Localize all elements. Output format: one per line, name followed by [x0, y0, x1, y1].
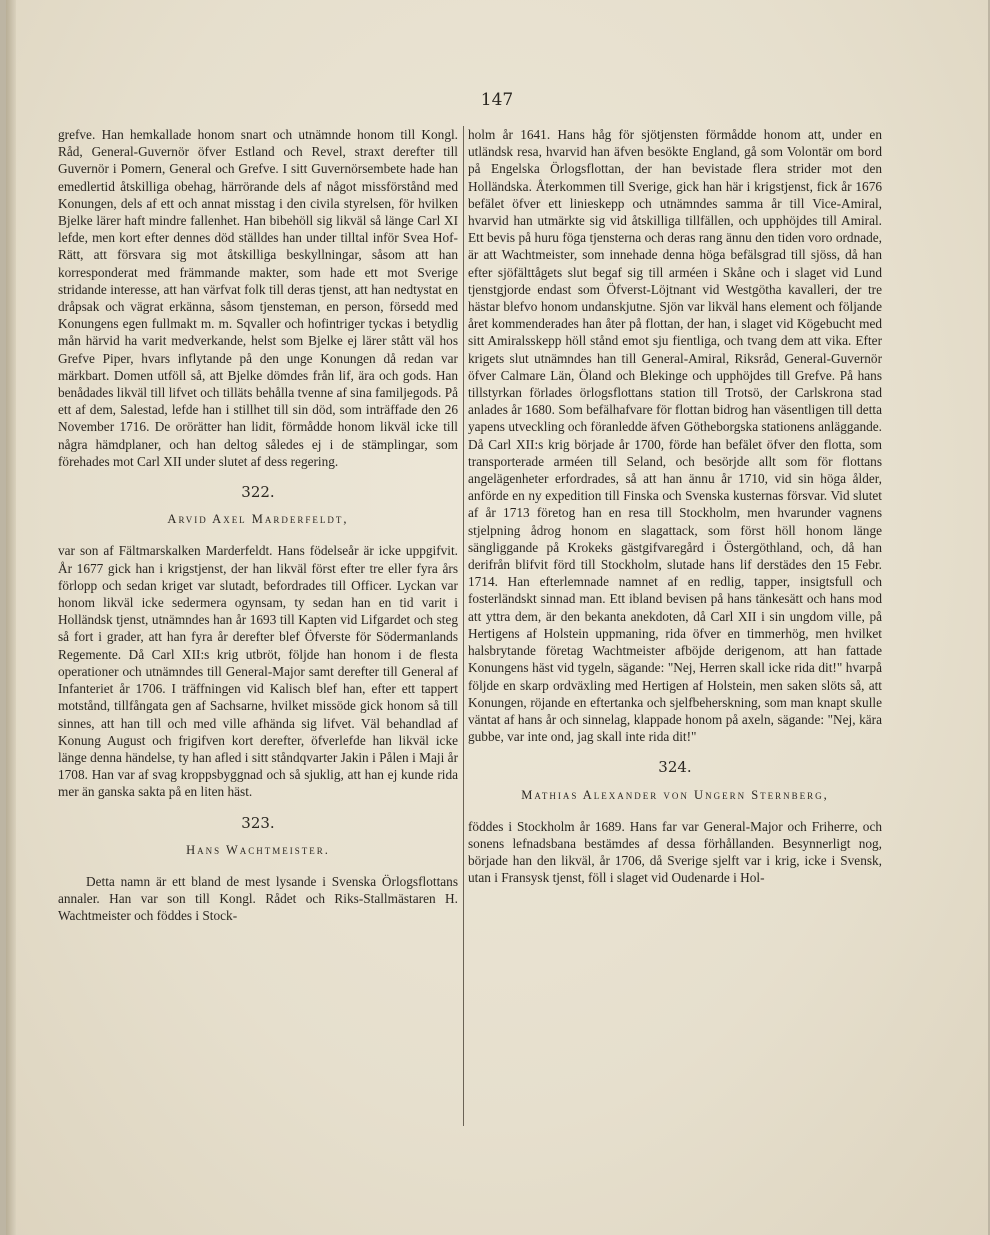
left-paragraph-1: grefve. Han hemkallade honom snart och utnämnde honom till Kongl. Råd, General-Guvernör öfver Estland och Revel, straxt derefter till Guvernör i Pomern, General och Grefve. I sitt Guvernörsembete hade han emedlertid åtskilliga obehag, härrörande dels af något missförstånd med Konungen, dels af ett och annat misstag i den civila styrelsen, för hvilken Bjelke lärer haft mindre fallenhet. Han bibehöll sig likväl så länge Carl XI lefde, men kort efter dennes död ställdes han under tilltal inför Svea Hof-Rätt, att försvara sig mot åtskilliga beskyllningar, såsom att han korresponderat med främmande makter, som hade ett mot Sverige stridande interesse, att han värfvat folk till deras tjenst, att han nedtystat en dråpsak och vägrat erkänna, såsom tjensteman, en person, försedd med Konungens egen fullmakt m. m. Sqvaller och hofintriger tyckas i betydlig mån härvid ha varit medverkande, helst som Bjelke ej lärer stått väl hos Grefve Piper, hvars inflytande på den unge Konungen då redan var märkbart. Domen utföll så, att Bjelke dömdes från lif, ära och gods. Han benådades likväl till lifvet och tilläts behålla tvenne af sina familjegods. På ett af dem, Salestad, lefde han i stillhet till sin död, som inträffade den 26 November 1716. De orörätter han lidit, förmådde honom likväl icke till några hämdplaner, och han deltog således ej i de stämplingar, som förehades mot Carl XII under slutet af dess regering.: [58, 127, 458, 469]
section-323-number: 323.: [241, 813, 275, 832]
section-322-text: var son af Fältmarskalken Marderfeldt. Hans födelseår är icke uppgifvit. År 1677 gick han i krigstjenst, der han likväl först efter tre eller fyra års förlopp och sedan kriget var slutadt, befordrades till Officer. Lyckan var honom likväl icke sedermera ogynsam, ty sedan han en tid varit i Holländsk tjenst, utnämndes han år 1693 till Kapten vid Lifgardet och steg så fort i grader, att han fyra år derefter blef Öfverste för Södermanlands Regemente. Då Carl XII:s krig utbröt, följde han honom i de flesta operationer och utnämndes till General-Major samt derefter till General af Infanteriet år 1706. I träffningen vid Kalisch blef han, efter ett tappert motstånd, tillfångata gen af Sachsarne, hvilket missöde gick honom så till sinnes, att han till och med ville afhända sig lifvet. Väl behandlad af Konung August och frigifven kort derefter, öfverlefde han likväl icke länge denna händelse, ty han afled i sitt ståndqvarter Jakin i Pålen i Maji år 1708. Han var af svag kroppsbyggnad och så sjuklig, att han ej kunde rida mer än ganska sakta på en liten häst.: [58, 543, 458, 800]
page-number: 147: [480, 90, 514, 110]
right-paragraph-1: holm år 1641. Hans håg för sjötjensten förmådde honom att, under en utländsk resa, hvarvid han äfven besökte England, gå som Volontär om bord på Engelska Örlogsflottan, der han bevistade flera strider mot den Holländska. Återkommen till Sverige, gick han här i krigstjenst, fick år 1676 befälet öfver ett linieskepp och utnämndes samma år till Vice-Amiral, hvarvid han utmärkte sig vid åtskilliga tillfällen, och upphöjdes till Amiral. Ett bevis på huru föga tjensterna och deras rang ännu den tiden voro ordnade, är att Wachtmeister, som innehade denna höga befälsgrad till sjöss, då han efter sjöfälttågets slut begaf sig till arméen i Skåne och i slaget vid Lund tjenstgjorde endast som Öfverst-Löjtnant vid Westgötha kavalleri, der tre hästar blefvo honom undanskjutne. Sjön var likväl hans element och följande året kommenderades han åter på flottan, der han, i slaget vid Kögebucht med sitt Amiralsskepp höll stånd emot sju fientliga, och tvang dem att vika. Efter krigets slut utnämndes han till General-Amiral, Riksråd, General-Guvernör öfver Calmare Län, Öland och Blekinge och upphöjdes till Grefve. På hans tillstyrkan förlades örlogsflottans station till Trotsö, der Carlskrona stad anlades år 1680. Som befälhafvare för flottan bidrog han väsentligen till detta yapens utveckling och föranledde äfven Götheborgska stationens anläggande. Då Carl XII:s krig började år 1700, förde han befälet öfver den flotta, som transporterade arméen till Seland, och besörjde allt som för flottans angelägenheter erfordrades, så att han ännu år 1710, vid sin höga ålder, anförde en ny expedition till Finska och Svenska kusternas försvar. Vid slutet af år 1713 företog han en resa till Stockholm, men hvarunder vagnens stjelpning ådrog honom en slagattack, som först höll honom länge sängliggande på Krokeks gästgifvaregård i Östergöthland, och, då han derifrån blifvit förd till Stockholm, slutade hans lif derstädes den 15 Febr. 1714. Han efterlemnade namnet af en redlig, tapper, insigtsfull och fosterländskt sinnad man. Ett ibland bevisen på hans tänkesätt och hans mod att yttra dem, är den bekanta anekdoten, då Carl XII i sin ungdom ville, på Hertigens af Holstein uppmaning, rida öfver en timmerhög, men hvilket halsbrytande företag Wachtmeister afböjde derigenom, att han fattade Konungens häst vid tygeln, sägande: "Nej, Herren skall icke rida dit!" hvarpå följde en skarp ordväxling med Hertigen af Holstein, men saken slöts så, att Konungen, röjande en eftertanka och sjelfbeherskning, som man knapt skulle väntat af hans år och sinnelag, klappade honom på axeln, sägande: "Nej, kära gubbe, var inte ond, jag skall inte rida dit!": [468, 127, 882, 745]
section-322-heading: Arvid Axel Marderfeldt,: [167, 512, 349, 527]
section-324-text: föddes i Stockholm år 1689. Hans far var General-Major och Friherre, och sonens lefnadsbana bestämdes af dessa förhållanden. Besynnerligt nog, började han den likväl, år 1706, då Sverige sjelft var i krig, icke i Svensk, utan i Fransysk tjenst, föll i slaget vid Oudenarde i Hol-: [468, 818, 882, 886]
section-323-text: Detta namn är ett bland de mest lysande i Svenska Örlogsflottans annaler. Han var son till Kongl. Rådet och Riks-Stallmästaren H. Wachtmeister och föddes i Stock-: [58, 873, 458, 924]
section-324-heading: Mathias Alexander von Ungern Sternberg,: [521, 787, 829, 802]
column-divider: [463, 126, 464, 1126]
section-323-heading: Hans Wachtmeister.: [186, 842, 330, 857]
left-column: [58, 126, 458, 925]
section-324-number: 324.: [658, 758, 692, 777]
section-322-number: 322.: [241, 483, 275, 502]
right-column: [468, 126, 882, 887]
page-sheet: [6, 0, 988, 1235]
book-spine-shadow: [6, 0, 16, 1235]
